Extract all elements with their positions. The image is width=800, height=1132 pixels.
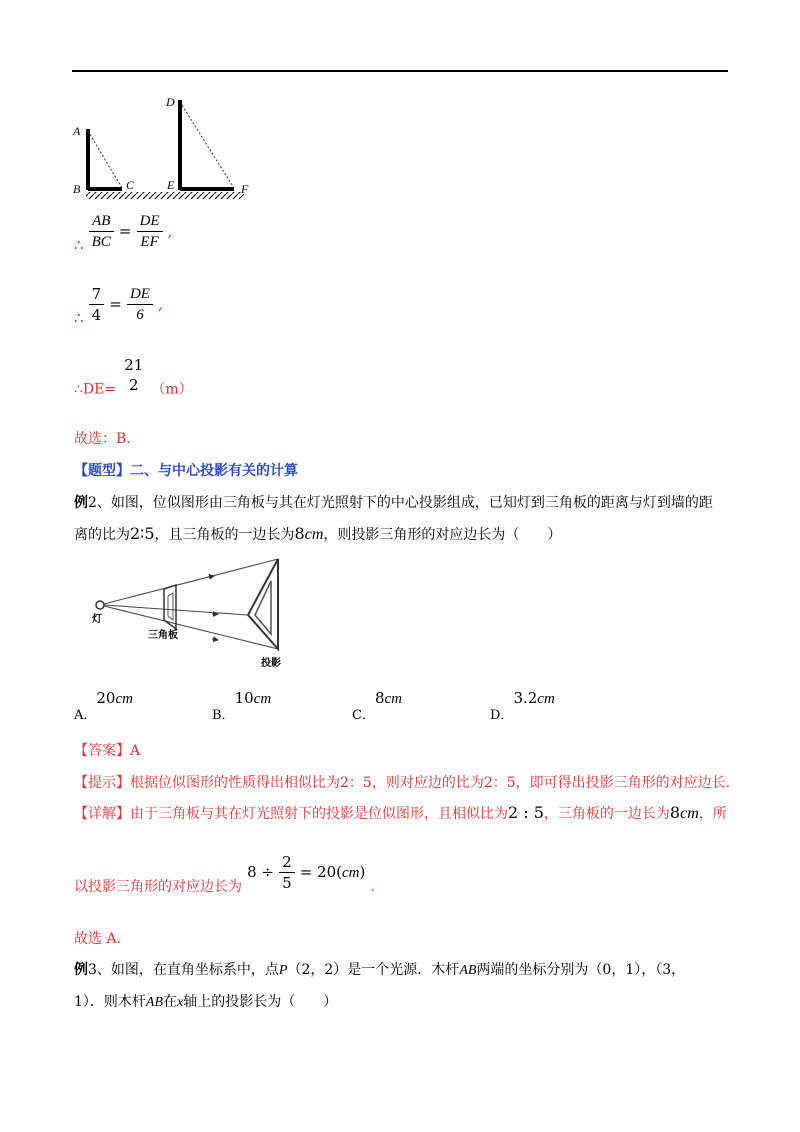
fraction-de-ef: $\frac{DE}{EF}$: [137, 211, 163, 252]
label-e: E: [167, 178, 175, 192]
equals-sign: =: [109, 295, 122, 313]
ray-top: [104, 559, 278, 604]
fraction-7-4: $\frac{7}{4}$: [89, 284, 105, 325]
answer-line: 【答案】A: [74, 743, 141, 759]
example3-line1: 例3、如图，在直角坐标系中，点P（2，2）是一个光源．木杆AB两端的坐标分别为（0，1），（3，: [74, 962, 686, 978]
example3-line2: 1）．则木杆AB在x轴上的投影长为（ ）: [74, 994, 338, 1010]
option-d[interactable]: $_{D.}$3.2cm: [490, 689, 555, 723]
detail-line2: 以投影三角形的对应边长为 8 ÷ $\frac{2}{5}$ = 20(cm) .: [74, 853, 375, 895]
example2-line1: 例2、如图，位似图形由三角板与其在灯光照射下的中心投影组成，已知灯到三角板的距离与灯到墙的距: [74, 495, 713, 511]
ratio-value: 2∶5: [130, 524, 155, 543]
result-unit: （m）: [151, 381, 193, 398]
step-ratio-values: [74, 284, 163, 327]
step-result: [74, 355, 193, 399]
option-a[interactable]: $_{A.}$20cm: [74, 689, 133, 723]
label-f: F: [241, 182, 249, 196]
choice-a: 故选 A.: [74, 931, 122, 947]
header-rule: [72, 70, 728, 72]
figure-central-projection: [88, 556, 300, 672]
hint-line: 【提示】根据位似图形的性质得出相似比为2：5，则对应边的比为2：5，即可得出投影三角形的对应边长.: [74, 775, 731, 791]
therefore-sign: ∴: [74, 236, 84, 254]
therefore-sign: ∴: [74, 309, 84, 327]
comma: ,: [158, 295, 163, 313]
equals-sign: =: [118, 222, 132, 240]
ray-ac: [88, 131, 122, 188]
label-d: D: [166, 95, 175, 109]
board-label: 三角板: [148, 630, 178, 641]
fraction-ab-bc: $\frac{AB}{BC}$: [89, 211, 114, 252]
lamp-icon: [96, 601, 104, 609]
option-b[interactable]: $_{B.}$10cm: [212, 689, 272, 723]
example2-line2: 离的比为2∶5，且三角板的一边长为8cm，则投影三角形的对应边长为（ ）: [74, 524, 562, 543]
lamp-label: 灯: [92, 614, 102, 625]
option-c[interactable]: $_{C.}$8cm: [352, 689, 402, 723]
comma: ,: [167, 222, 173, 240]
step-ratio-letters: [74, 211, 172, 254]
label-b: B: [73, 182, 81, 196]
figure-poles-shadows: [70, 92, 260, 204]
detail-line1: 【详解】由于三角板与其在灯光照射下的投影是位似图形，且相似比为2 : 5，三角板的一边长为8cm，所: [74, 803, 727, 822]
label-a: A: [73, 124, 81, 138]
choice-b: 故选：B．: [74, 431, 141, 447]
result-prefix: ∴DE=: [74, 381, 117, 398]
triangle-projection: [248, 559, 278, 649]
fraction-21-2: 21 2: [124, 356, 144, 394]
ground-hatch: [86, 192, 244, 199]
projection-label: 投影: [261, 658, 281, 669]
ray-bottom: [104, 606, 278, 649]
fraction-de-6: $\frac{DE}{6}$: [127, 284, 153, 325]
section-heading: 【题型】二、与中心投影有关的计算: [74, 463, 298, 479]
ray-df: [180, 102, 234, 188]
example-label: 例: [74, 962, 88, 978]
example-label: 例: [74, 495, 88, 511]
fraction-2-5: $\frac{2}{5}$: [279, 852, 295, 893]
label-c: C: [126, 178, 135, 192]
